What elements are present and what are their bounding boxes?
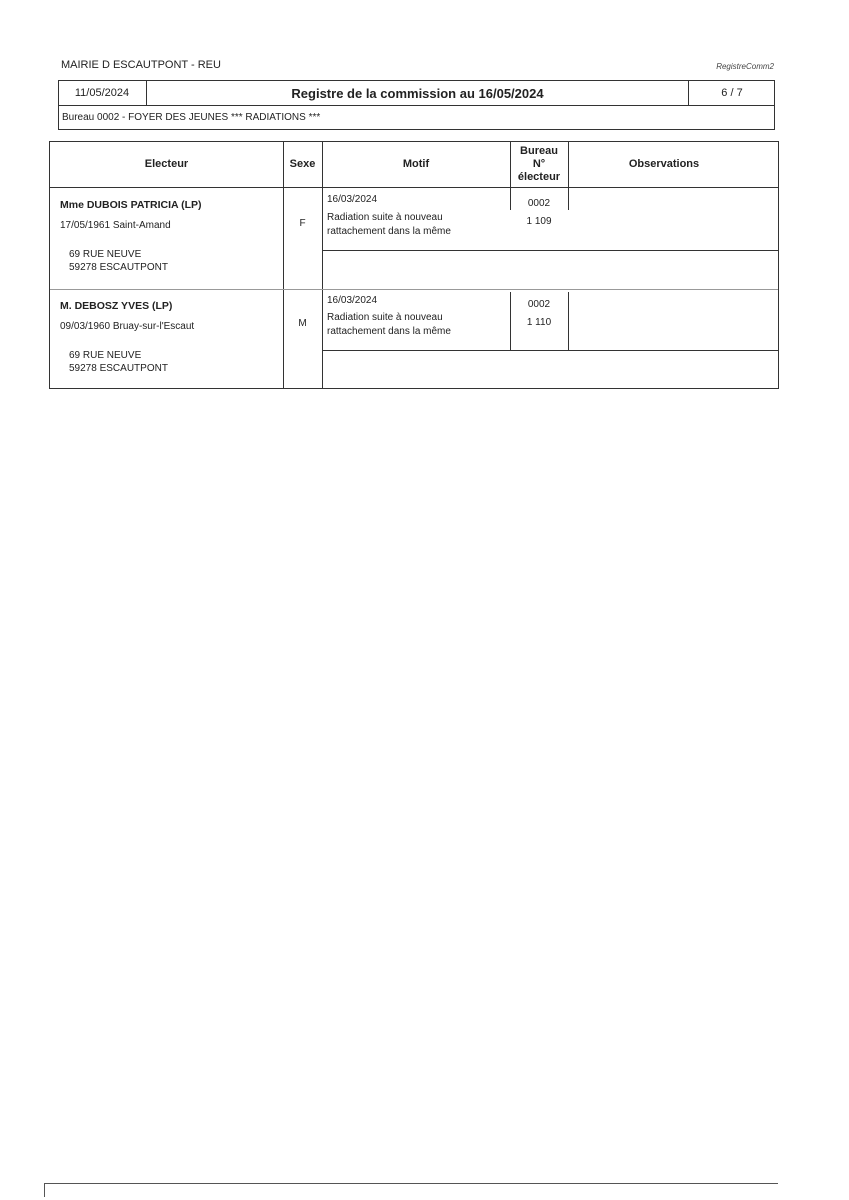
voter-birth: 09/03/1960 Bruay-sur-l'Escaut — [60, 321, 195, 332]
register-table — [49, 141, 779, 389]
organization-name: MAIRIE D ESCAUTPONT - REU — [61, 59, 221, 71]
form-code: RegistreComm2 — [716, 62, 774, 71]
column-header-observations: Observations — [628, 158, 700, 170]
voter-number: 1 109 — [526, 216, 552, 227]
column-header-motif: Motif — [402, 158, 430, 170]
motif-date: 16/03/2024 — [327, 194, 378, 205]
header-date: 11/05/2024 — [58, 80, 147, 106]
voter-address-line1: 69 RUE NEUVE — [69, 350, 142, 361]
col-divider-observations-row2 — [568, 292, 569, 350]
bureau-header-line1: Bureau — [520, 145, 558, 157]
bureau-header-line2: N° — [532, 158, 546, 170]
motif-text-line1: Radiation suite à nouveau — [327, 212, 443, 223]
voter-sex: M — [298, 318, 307, 329]
voter-number: 1 110 — [526, 317, 552, 328]
motif-text-line2: rattachement dans la même — [327, 226, 451, 237]
row1-motif-divider — [322, 250, 778, 251]
voter-name: M. DEBOSZ YVES (LP) — [60, 300, 173, 312]
column-header-electeur: Electeur — [144, 158, 189, 170]
bureau-line: Bureau 0002 - FOYER DES JEUNES *** RADIATIONS *** — [58, 106, 775, 130]
motif-date: 16/03/2024 — [327, 295, 378, 306]
voter-address-line2: 59278 ESCAUTPONT — [69, 262, 168, 273]
column-header-sexe: Sexe — [289, 158, 316, 170]
voter-name: Mme DUBOIS PATRICIA (LP) — [60, 199, 202, 211]
column-header-bureau — [510, 142, 568, 187]
header-row-divider — [50, 187, 778, 188]
bureau-code: 0002 — [527, 299, 551, 310]
page-title: Registre de la commission au 16/05/2024 — [291, 85, 544, 101]
motif-text-line2: rattachement dans la même — [327, 326, 451, 337]
motif-text-line1: Radiation suite à nouveau — [327, 312, 443, 323]
row2-motif-divider — [322, 350, 778, 351]
voter-sex: F — [299, 218, 306, 229]
bureau-header-line3: électeur — [517, 171, 561, 183]
voter-birth: 17/05/1961 Saint-Amand — [60, 220, 171, 231]
voter-address-line1: 69 RUE NEUVE — [69, 249, 142, 260]
footer-rule — [44, 1183, 778, 1197]
bureau-code: 0002 — [527, 198, 551, 209]
voter-address-line2: 59278 ESCAUTPONT — [69, 363, 168, 374]
page-number: 6 / 7 — [688, 80, 775, 106]
row-divider — [50, 289, 778, 290]
